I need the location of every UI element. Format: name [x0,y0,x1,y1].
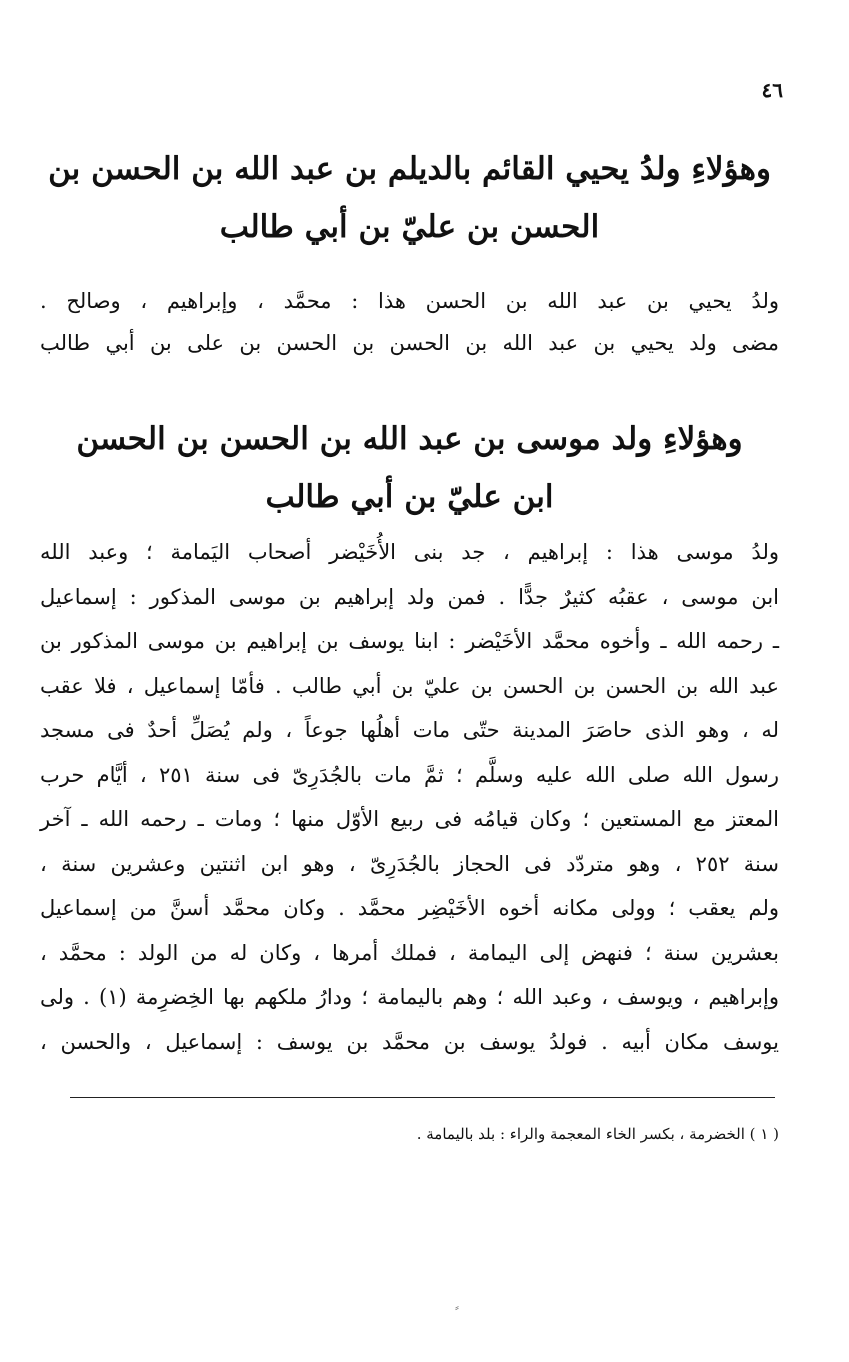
heading-line: وهؤلاءِ ولد موسى بن عبد الله بن الحسن بن الحسن [76,421,743,457]
text-line: سنة ٢٥٢ ، وهو متردّد فى الحجاز بالجُدَرِىّ ، وهو ابن اثنتين وعشرين سنة ، [40,851,779,876]
section-heading-musa [40,410,779,526]
paragraph-yahya [40,280,779,364]
heading-line: الحسن بن عليّ بن أبي طالب [219,209,600,245]
page-mark: ⸗ [455,1300,459,1314]
text-line: بعشرين سنة ؛ فنهض إلى اليمامة ، فملك أمرها ، وكان له من الولد : محمَّد ، [40,940,779,965]
text-line: رسول الله صلى الله عليه وسلَّم ؛ ثمَّ مات بالجُدَرِىّ فى سنة ٢٥١ ، أيَّام حرب [40,762,779,787]
text-line: ابن موسى ، عقبُه كثيرٌ جدًّا . فمن ولد إبراهيم بن موسى المذكور : إسماعيل [40,584,779,609]
page-number: ٤٦ [761,78,783,102]
section-heading-yahya [40,140,779,256]
text-line: ولم يعقب ؛ وولى مكانه أخوه الأخَيْضِر محمَّد . وكان محمَّد أسنَّ من إسماعيل [40,896,779,920]
text-line: وإبراهيم ، ويوسف ، وعبد الله ؛ وهم باليمامة ؛ ودارُ ملكهم بها الخِضرِمة (١) . ولى [40,985,779,1009]
text-line: مضى ولد يحيي بن عبد الله بن الحسن بن الحسن بن على بن أبي طالب [40,331,779,355]
text-line: ولدُ موسى هذا : إبراهيم ، جد بنى الأُخَيْضر أصحاب اليَمامة ؛ وعبد الله [40,540,779,564]
text-line: المعتز مع المستعين ؛ وكان قيامُه فى ربيع الأوّل منها ؛ ومات ـ رحمه الله ـ آخر [40,807,779,831]
text-line: ـ رحمه الله ـ وأخوه محمَّد الأخَيْضر : ابنا يوسف بن إبراهيم بن موسى المذكور بن [40,629,779,653]
heading-line: ابن عليّ بن أبي طالب [265,479,554,515]
text-line: ولدُ يحيي بن عبد الله بن الحسن هذا : محمَّد ، وإبراهيم ، وصالح . [40,289,779,313]
text-line: له ، وهو الذى حاصَرَ المدينة حتّى مات أهلُها جوعاً ، ولم يُصَلِّ أحدٌ فى مسجد [40,718,779,742]
heading-line: وهؤلاءِ ولدُ يحيي القائم بالديلم بن عبد الله بن الحسن بن [48,151,771,187]
text-line: يوسف مكان أبيه . فولدُ يوسف بن محمَّد بن يوسف : إسماعيل ، والحسن ، [40,1029,779,1054]
footnote-divider [70,1097,775,1098]
text-line: عبد الله بن الحسن بن الحسن بن عليّ بن أبي طالب . فأمّا إسماعيل ، فلا عقب [40,673,779,698]
footnote: ( ١ ) الخضرمة ، بكسر الخاء المعجمة والراء : بلد باليمامة . [416,1125,779,1143]
paragraph-musa [40,530,779,1064]
